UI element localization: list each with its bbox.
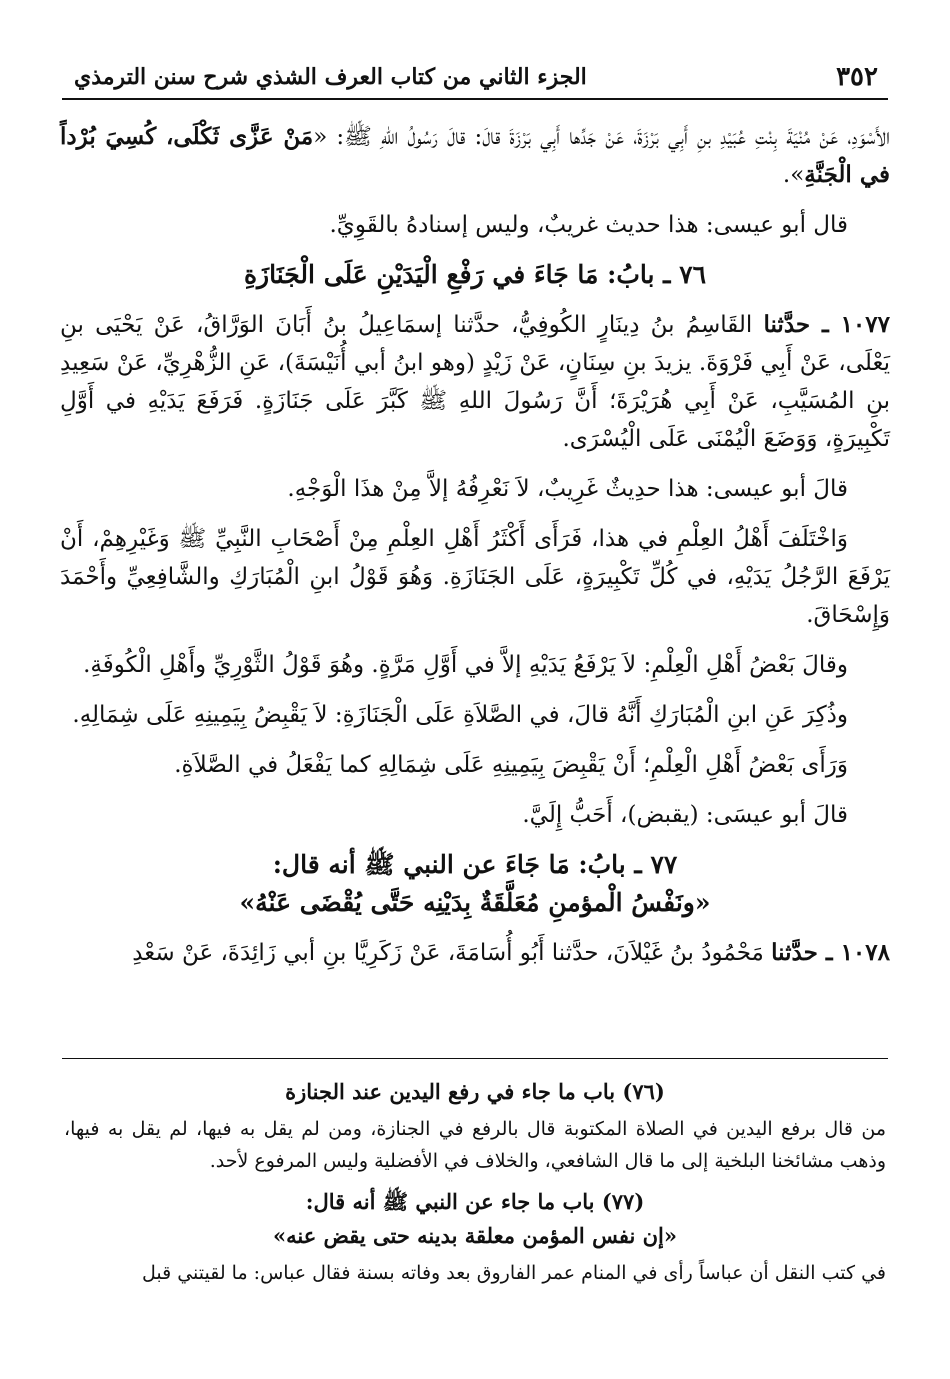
abu-isa-comment-1: قال أبو عيسى: هذا حديث غريبٌ، وليس إسنادهُ بالقَوِيِّ. [329,212,848,238]
page-number: ٣٥٢ [836,62,878,92]
abu-isa-comment-2: قالَ أبو عيسى: هذا حدِيثٌ غَرِيبٌ، لاَ نَعْرِفُهُ إلاَّ مِنْ هذَا الْوَجْهِ. [287,476,848,502]
note-77-heading [64,1185,886,1253]
isnad-text: الأَسْوَدِ، عَنْ مُنْيَةَ بِنْتِ عُبَيْدِ بنِ أَبِي بَرْزَةَ، عَنْ جَدِّها أَبِي بَرْزَةَ قالَ: قالَ رَسُولُ اللهِ ﷺ: « [313,124,890,150]
paragraph-isnad-continued [60,118,890,194]
quote-close: ». [782,162,805,188]
hadith-1077-text: القَاسِمُ بنُ دِينَارٍ الكُوفِيُّ، حدَّثنا إسمَاعِيلُ بنُ أَبَانَ الوَرَّاقُ، عَنْ يَحْيَى بنِ يَعْلَى، عَنْ أَبِي فَرْوَةَ. يزيدَ بنِ سِنَانٍ، عَنْ زَيْدٍ (وهو ابنُ أبي أُنَيْسَةَ)، عَنِ الزُّهْرِيِّ، عَنْ سَعِيدِ بنِ المُسَيَّبِ، عَنْ أَبِي هُرَيْرَةَ؛ أَنَّ رَسُولَ اللهِ ﷺ كَبَّرَ عَلَى جَنَازَةٍ. فَرَفَعَ يَدَيْهِ في أَوَّلِ تَكْبِيرَةٍ، وَوَضَعَ الْيُمْنَى عَلَى الْيُسْرَى. [60,312,890,452]
note-77-heading-line2: «إن نفس المؤمن معلقة بدينه حتى يقض عنه» [272,1223,678,1248]
hadith-1077 [60,306,890,458]
abu-isa-preference: قالَ أبو عيسَى: (يقبض)، أَحَبُّ إِلَيَّ. [522,802,848,828]
main-text [60,118,890,984]
holding-hands-view: وَرَأَى بَعْضُ أَهْلِ الْعِلْمِ؛ أَنْ يَقْبِضَ بِيَمِينِهِ عَلَى شِمَالِهِ كما يَفْعَلُ في الصَّلاَةِ. [174,752,848,778]
footnote-divider [62,1058,888,1059]
ibn-mubarak-view: وذُكِرَ عَنِ ابنِ الْمُبَارَكِ أَنَّهُ قالَ، في الصَّلاَةِ عَلَى الْجَنَازَةِ: لاَ يَقْبِضُ بِيَمِينِهِ عَلَى شِمَالِهِ. [72,702,848,728]
chapter-77-line2: «ونَفْسُ الْمؤمنِ مُعَلَّقَةٌ بِدَيْنِه حَتَّى يُقْضَى عَنْهُ» [239,888,711,917]
note-77-text: في كتب النقل أن عباساً رأى في المنام عمر الفاروق بعد وفاته بسنة فقال عباس: ما لقيتني قبل [141,1262,886,1284]
chapter-77-title [60,846,890,922]
scholars-disagreement: وَاخْتَلَفَ أَهْلُ العِلْمِ في هذا، فَرَأَى أَكْثَرُ أَهْلِ العِلْمِ مِنْ أَصْحَابِ النَّبِيِّ ﷺ وَغَيْرِهِمْ، أَنْ يَرْفَعَ الرَّجُلُ يَدَيْهِ، في كُلِّ تَكْبِيرَةٍ، عَلَى الجَنَازَةِ. وَهُوَ قَوْلُ ابنِ الْمُبَارَكِ والشَّافِعِيِّ وأَحْمَدَ وَإِسْحَاقَ. [60,526,890,628]
page-header [62,58,888,100]
chapter-77-line1: ٧٧ ـ بابُ: مَا جَاءَ عن النبي ﷺ أنه قال: [272,850,678,879]
note-76-text: من قال برفع اليدين في الصلاة المكتوبة قال بالرفع في الجنازة، ومن لم يقل به فيها، لم يقل به فيها، وذهب مشائخنا البلخية إلى ما قال الشافعي، والخلاف في الأفضلية وليس المرفوع لأحد. [64,1118,886,1172]
chapter-76-title: ٧٦ ـ بابُ: مَا جَاءَ في رَفْعِ الْيَدَيْنِ عَلَى الْجَنَازَةِ [243,260,707,289]
running-head: الجزء الثاني من كتاب العرف الشذي شرح سنن الترمذي [74,64,587,90]
hadith-quote: مَنْ عَزَّى ثَكْلَى، كُسِيَ بُرْداً في الْجَنَّةِ [60,123,890,188]
hadith-number-1077: ١٠٧٧ ـ حدَّثنا [763,311,890,338]
note-77-heading-line1: (٧٧) باب ما جاء عن النبي ﷺ أنه قال: [305,1189,645,1214]
some-scholars-view: وقالَ بَعْضُ أَهْلِ الْعِلْمِ: لاَ يَرْفَعُ يَدَيْهِ إلاَّ في أَوَّلِ مَرَّةٍ. وهُوَ قَوْلُ الثَّوْرِيِّ وأَهْلِ الْكُوفَةِ. [83,652,848,678]
note-76-heading: (٧٦) باب ما جاء في رفع اليدين عند الجنازة [285,1079,665,1104]
hadith-1078-text: مَحْمُودُ بنُ غَيْلاَنَ، حدَّثنا أَبُو أُسَامَةَ، عَنْ زَكَرِيَّا بنِ أبي زَائِدَةَ، عَنْ سَعْدِ [132,940,764,966]
commentary-section [64,1075,886,1297]
hadith-1078 [60,934,890,972]
hadith-number-1078: ١٠٧٨ ـ حدَّثنا [771,939,890,966]
